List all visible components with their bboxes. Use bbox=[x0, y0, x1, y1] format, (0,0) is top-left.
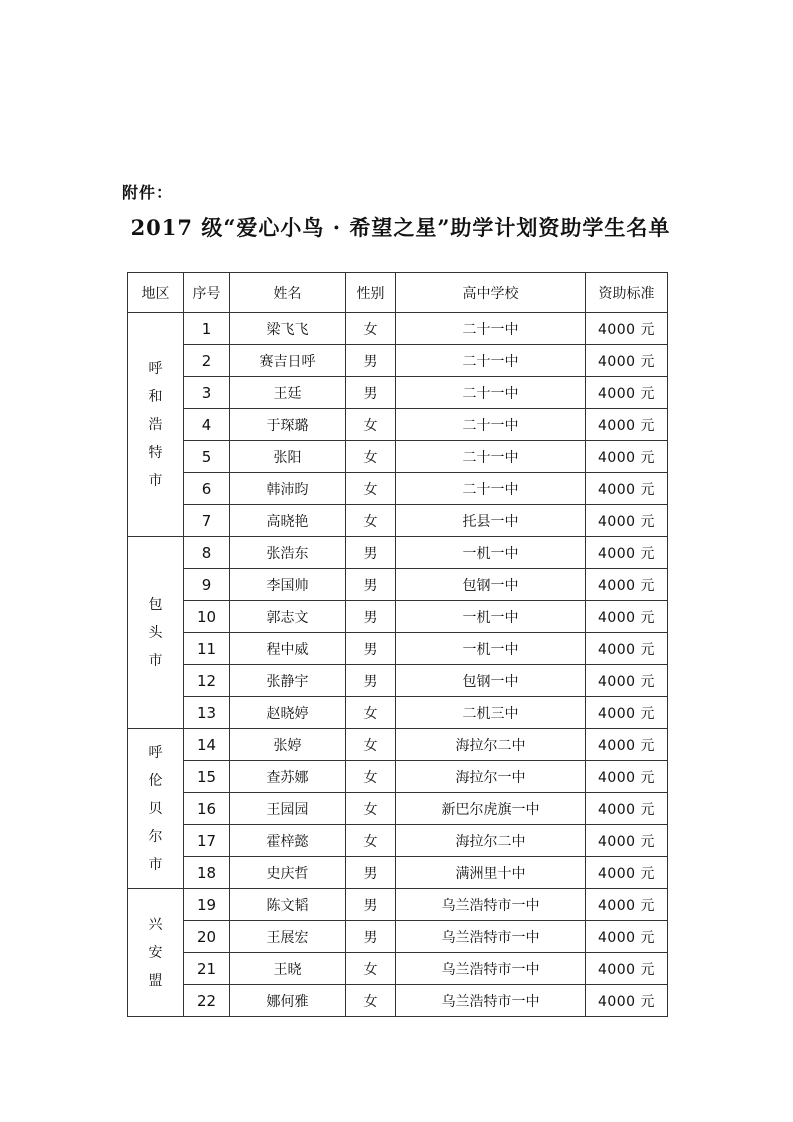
region-char: 市 bbox=[148, 856, 163, 873]
table-row bbox=[128, 345, 668, 377]
region-char: 特 bbox=[148, 444, 163, 461]
school-cell: 二十一中 bbox=[396, 377, 586, 409]
name-cell: 王晓 bbox=[230, 953, 346, 985]
region-char: 和 bbox=[148, 388, 163, 405]
index-cell: 20 bbox=[184, 921, 230, 953]
table-row bbox=[128, 601, 668, 633]
name-cell: 张阳 bbox=[230, 441, 346, 473]
header-index: 序号 bbox=[184, 273, 230, 313]
gender-cell: 女 bbox=[346, 793, 396, 825]
school-cell: 海拉尔二中 bbox=[396, 729, 586, 761]
index-cell: 22 bbox=[184, 985, 230, 1017]
school-cell: 海拉尔二中 bbox=[396, 825, 586, 857]
index-cell: 18 bbox=[184, 857, 230, 889]
region-char: 贝 bbox=[148, 800, 163, 817]
region-cell bbox=[128, 313, 184, 537]
school-cell: 二十一中 bbox=[396, 313, 586, 345]
standard-cell: 4000 元 bbox=[586, 633, 668, 665]
region-char: 安 bbox=[148, 944, 163, 961]
gender-cell: 男 bbox=[346, 377, 396, 409]
index-cell: 12 bbox=[184, 665, 230, 697]
document-title: 2017 级“爱心小鸟 · 希望之星”助学计划资助学生名单 bbox=[130, 215, 671, 240]
index-cell: 11 bbox=[184, 633, 230, 665]
school-cell: 满洲里十中 bbox=[396, 857, 586, 889]
table-row bbox=[128, 409, 668, 441]
school-cell: 二机三中 bbox=[396, 697, 586, 729]
region-char: 浩 bbox=[148, 416, 163, 433]
school-cell: 乌兰浩特市一中 bbox=[396, 889, 586, 921]
standard-cell: 4000 元 bbox=[586, 441, 668, 473]
gender-cell: 男 bbox=[346, 921, 396, 953]
index-cell: 21 bbox=[184, 953, 230, 985]
gender-cell: 女 bbox=[346, 985, 396, 1017]
index-cell: 6 bbox=[184, 473, 230, 505]
standard-cell: 4000 元 bbox=[586, 537, 668, 569]
standard-cell: 4000 元 bbox=[586, 793, 668, 825]
index-cell: 19 bbox=[184, 889, 230, 921]
table-row bbox=[128, 729, 668, 761]
index-cell: 10 bbox=[184, 601, 230, 633]
table-row bbox=[128, 697, 668, 729]
standard-cell: 4000 元 bbox=[586, 409, 668, 441]
index-cell: 1 bbox=[184, 313, 230, 345]
standard-cell: 4000 元 bbox=[586, 601, 668, 633]
table-row bbox=[128, 505, 668, 537]
gender-cell: 女 bbox=[346, 953, 396, 985]
header-region: 地区 bbox=[128, 273, 184, 313]
table-row bbox=[128, 985, 668, 1017]
index-cell: 5 bbox=[184, 441, 230, 473]
school-cell: 一机一中 bbox=[396, 537, 586, 569]
school-cell: 新巴尔虎旗一中 bbox=[396, 793, 586, 825]
gender-cell: 男 bbox=[346, 889, 396, 921]
gender-cell: 女 bbox=[346, 313, 396, 345]
region-cell bbox=[128, 889, 184, 1017]
student-roster-table bbox=[127, 272, 668, 1017]
name-cell: 王园园 bbox=[230, 793, 346, 825]
name-cell: 赵晓婷 bbox=[230, 697, 346, 729]
name-cell: 程中威 bbox=[230, 633, 346, 665]
school-cell: 海拉尔一中 bbox=[396, 761, 586, 793]
header-name: 姓名 bbox=[230, 273, 346, 313]
gender-cell: 男 bbox=[346, 601, 396, 633]
standard-cell: 4000 元 bbox=[586, 729, 668, 761]
standard-cell: 4000 元 bbox=[586, 345, 668, 377]
table-row bbox=[128, 313, 668, 345]
standard-cell: 4000 元 bbox=[586, 857, 668, 889]
school-cell: 二十一中 bbox=[396, 345, 586, 377]
gender-cell: 女 bbox=[346, 441, 396, 473]
school-cell: 乌兰浩特市一中 bbox=[396, 985, 586, 1017]
name-cell: 娜何雅 bbox=[230, 985, 346, 1017]
name-cell: 王廷 bbox=[230, 377, 346, 409]
gender-cell: 男 bbox=[346, 569, 396, 601]
gender-cell: 女 bbox=[346, 409, 396, 441]
index-cell: 7 bbox=[184, 505, 230, 537]
school-cell: 乌兰浩特市一中 bbox=[396, 953, 586, 985]
region-char: 市 bbox=[148, 652, 163, 669]
gender-cell: 男 bbox=[346, 857, 396, 889]
standard-cell: 4000 元 bbox=[586, 825, 668, 857]
index-cell: 15 bbox=[184, 761, 230, 793]
school-cell: 包钢一中 bbox=[396, 665, 586, 697]
region-char: 盟 bbox=[148, 972, 163, 989]
name-cell: 张浩东 bbox=[230, 537, 346, 569]
index-cell: 9 bbox=[184, 569, 230, 601]
gender-cell: 女 bbox=[346, 505, 396, 537]
standard-cell: 4000 元 bbox=[586, 313, 668, 345]
school-cell: 二十一中 bbox=[396, 441, 586, 473]
school-cell: 一机一中 bbox=[396, 633, 586, 665]
table-row bbox=[128, 441, 668, 473]
standard-cell: 4000 元 bbox=[586, 665, 668, 697]
region-char: 头 bbox=[148, 624, 163, 641]
standard-cell: 4000 元 bbox=[586, 985, 668, 1017]
school-cell: 一机一中 bbox=[396, 601, 586, 633]
table-row bbox=[128, 953, 668, 985]
gender-cell: 男 bbox=[346, 345, 396, 377]
table-row bbox=[128, 665, 668, 697]
index-cell: 14 bbox=[184, 729, 230, 761]
gender-cell: 女 bbox=[346, 697, 396, 729]
standard-cell: 4000 元 bbox=[586, 761, 668, 793]
index-cell: 17 bbox=[184, 825, 230, 857]
name-cell: 张婷 bbox=[230, 729, 346, 761]
name-cell: 霍梓懿 bbox=[230, 825, 346, 857]
gender-cell: 女 bbox=[346, 761, 396, 793]
name-cell: 张静宇 bbox=[230, 665, 346, 697]
name-cell: 梁飞飞 bbox=[230, 313, 346, 345]
table-row bbox=[128, 793, 668, 825]
table-header-row bbox=[128, 273, 668, 313]
standard-cell: 4000 元 bbox=[586, 569, 668, 601]
index-cell: 4 bbox=[184, 409, 230, 441]
header-school: 高中学校 bbox=[396, 273, 586, 313]
table-row bbox=[128, 537, 668, 569]
name-cell: 王展宏 bbox=[230, 921, 346, 953]
standard-cell: 4000 元 bbox=[586, 953, 668, 985]
name-cell: 高晓艳 bbox=[230, 505, 346, 537]
standard-cell: 4000 元 bbox=[586, 697, 668, 729]
gender-cell: 女 bbox=[346, 825, 396, 857]
index-cell: 13 bbox=[184, 697, 230, 729]
table-row bbox=[128, 569, 668, 601]
index-cell: 2 bbox=[184, 345, 230, 377]
gender-cell: 女 bbox=[346, 729, 396, 761]
name-cell: 史庆哲 bbox=[230, 857, 346, 889]
region-cell bbox=[128, 537, 184, 729]
region-char: 兴 bbox=[148, 916, 163, 933]
header-gender: 性别 bbox=[346, 273, 396, 313]
school-cell: 二十一中 bbox=[396, 409, 586, 441]
index-cell: 8 bbox=[184, 537, 230, 569]
table-row bbox=[128, 633, 668, 665]
table-row bbox=[128, 889, 668, 921]
region-char: 尔 bbox=[148, 828, 163, 845]
region-cell bbox=[128, 729, 184, 889]
attachment-label: 附件： bbox=[122, 183, 174, 202]
gender-cell: 男 bbox=[346, 537, 396, 569]
header-standard: 资助标准 bbox=[586, 273, 668, 313]
school-cell: 包钢一中 bbox=[396, 569, 586, 601]
standard-cell: 4000 元 bbox=[586, 505, 668, 537]
table-row bbox=[128, 857, 668, 889]
school-cell: 乌兰浩特市一中 bbox=[396, 921, 586, 953]
school-cell: 二十一中 bbox=[396, 473, 586, 505]
index-cell: 3 bbox=[184, 377, 230, 409]
table-row bbox=[128, 377, 668, 409]
region-char: 包 bbox=[148, 596, 163, 613]
table-row bbox=[128, 473, 668, 505]
name-cell: 韩沛昀 bbox=[230, 473, 346, 505]
index-cell: 16 bbox=[184, 793, 230, 825]
gender-cell: 男 bbox=[346, 665, 396, 697]
gender-cell: 男 bbox=[346, 633, 396, 665]
name-cell: 查苏娜 bbox=[230, 761, 346, 793]
name-cell: 于琛璐 bbox=[230, 409, 346, 441]
table-row bbox=[128, 921, 668, 953]
gender-cell: 女 bbox=[346, 473, 396, 505]
region-char: 市 bbox=[148, 472, 163, 489]
name-cell: 李国帅 bbox=[230, 569, 346, 601]
table-row bbox=[128, 825, 668, 857]
region-char: 呼 bbox=[148, 360, 163, 377]
standard-cell: 4000 元 bbox=[586, 921, 668, 953]
standard-cell: 4000 元 bbox=[586, 473, 668, 505]
region-char: 呼 bbox=[148, 744, 163, 761]
name-cell: 赛吉日呼 bbox=[230, 345, 346, 377]
name-cell: 陈文韬 bbox=[230, 889, 346, 921]
name-cell: 郭志文 bbox=[230, 601, 346, 633]
school-cell: 托县一中 bbox=[396, 505, 586, 537]
standard-cell: 4000 元 bbox=[586, 377, 668, 409]
region-char: 伦 bbox=[148, 772, 163, 789]
table-body bbox=[128, 313, 668, 1017]
table-row bbox=[128, 761, 668, 793]
standard-cell: 4000 元 bbox=[586, 889, 668, 921]
